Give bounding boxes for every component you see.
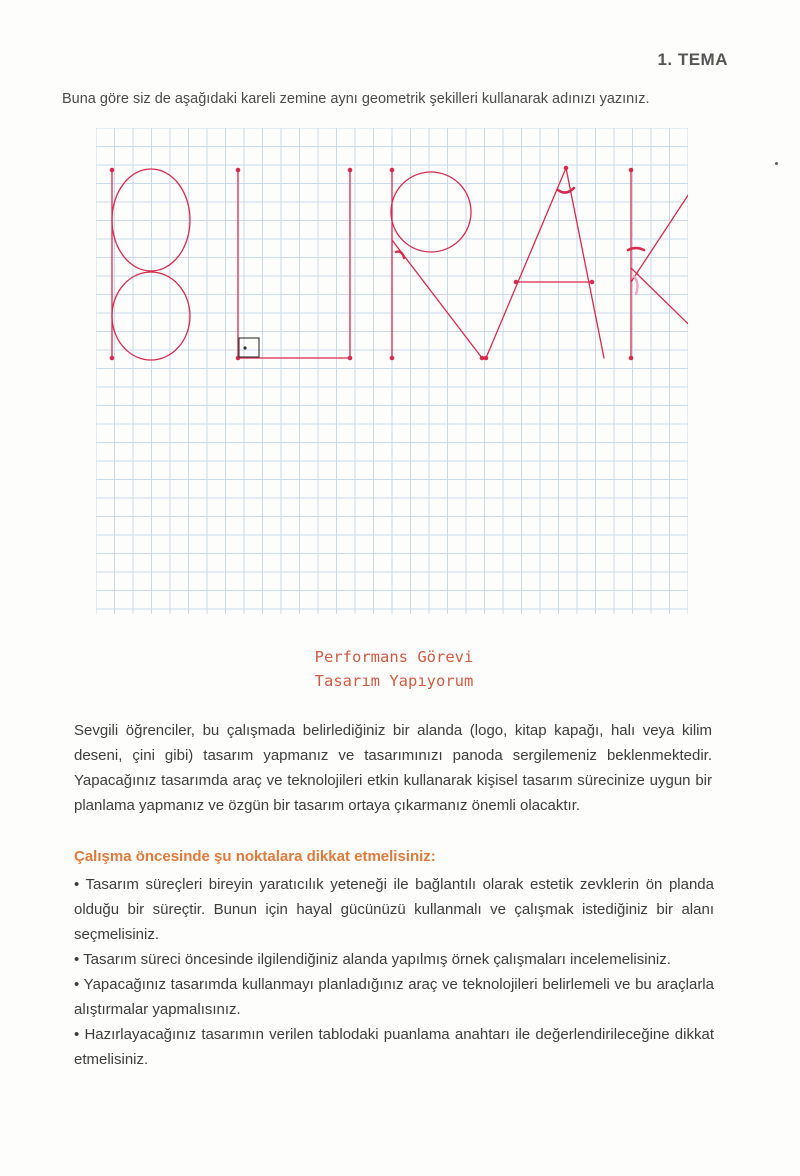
notes-heading: Çalışma öncesinde şu noktalara dikkat etmelisiniz: [74, 848, 436, 865]
notes-list [74, 872, 714, 1072]
intro-paragraph: Sevgili öğrenciler, bu çalışmada belirlediğiniz bir alanda (logo, kitap kapağı, halı veya kilim deseni, çini gibi) tasarım yapmanız ve tasarımınızı panoda sergilemeniz beklenmektedir. Yapacağınız tasarımda araç ve teknolojileri etkin kullanarak kişisel tasarım sürecinize uygun bir planlama yapmanız ve özgün bir tasarım ortaya çıkarmanız önemli olacaktır. [74, 722, 712, 814]
list-item: • Tasarım süreci öncesinde ilgilendiğiniz alanda yapılmış örnek çalışmaları incelemelisiniz. [74, 951, 671, 968]
theme-label: 1. TEMA [657, 50, 728, 69]
list-item: • Hazırlayacağınız tasarımın verilen tablodaki puanlama anahtarı ile değerlendirileceğine dikkat etmelisiniz. [74, 1026, 714, 1068]
performance-task-title [0, 645, 800, 693]
performance-task-title-line1: Performans Görevi [314, 648, 474, 666]
performance-task-title-line2: Tasarım Yapıyorum [314, 672, 474, 690]
list-item: • Yapacağınız tasarımda kullanmayı planladığınız araç ve teknolojileri belirlemeli ve bu araçlarla alıştırmalar yapmalısınız. [74, 976, 714, 1018]
instruction-text: Buna göre siz de aşağıdaki kareli zemine aynı geometrik şekilleri kullanarak adınızı yazınız. [62, 91, 650, 107]
grid-paper [96, 128, 688, 614]
grid-drawing-area [96, 128, 688, 614]
stray-dot [775, 162, 778, 165]
letter-i [348, 168, 353, 358]
list-item: • Tasarım süreçleri bireyin yaratıcılık yeteneği ile bağlantılı olarak estetik zevklerin ön planda olduğu bir süreçtir. Bunun için hayal gücünüzü kullanmalı ve çalışmak istediğiniz bir alanı seçmelisiniz. [74, 876, 714, 943]
